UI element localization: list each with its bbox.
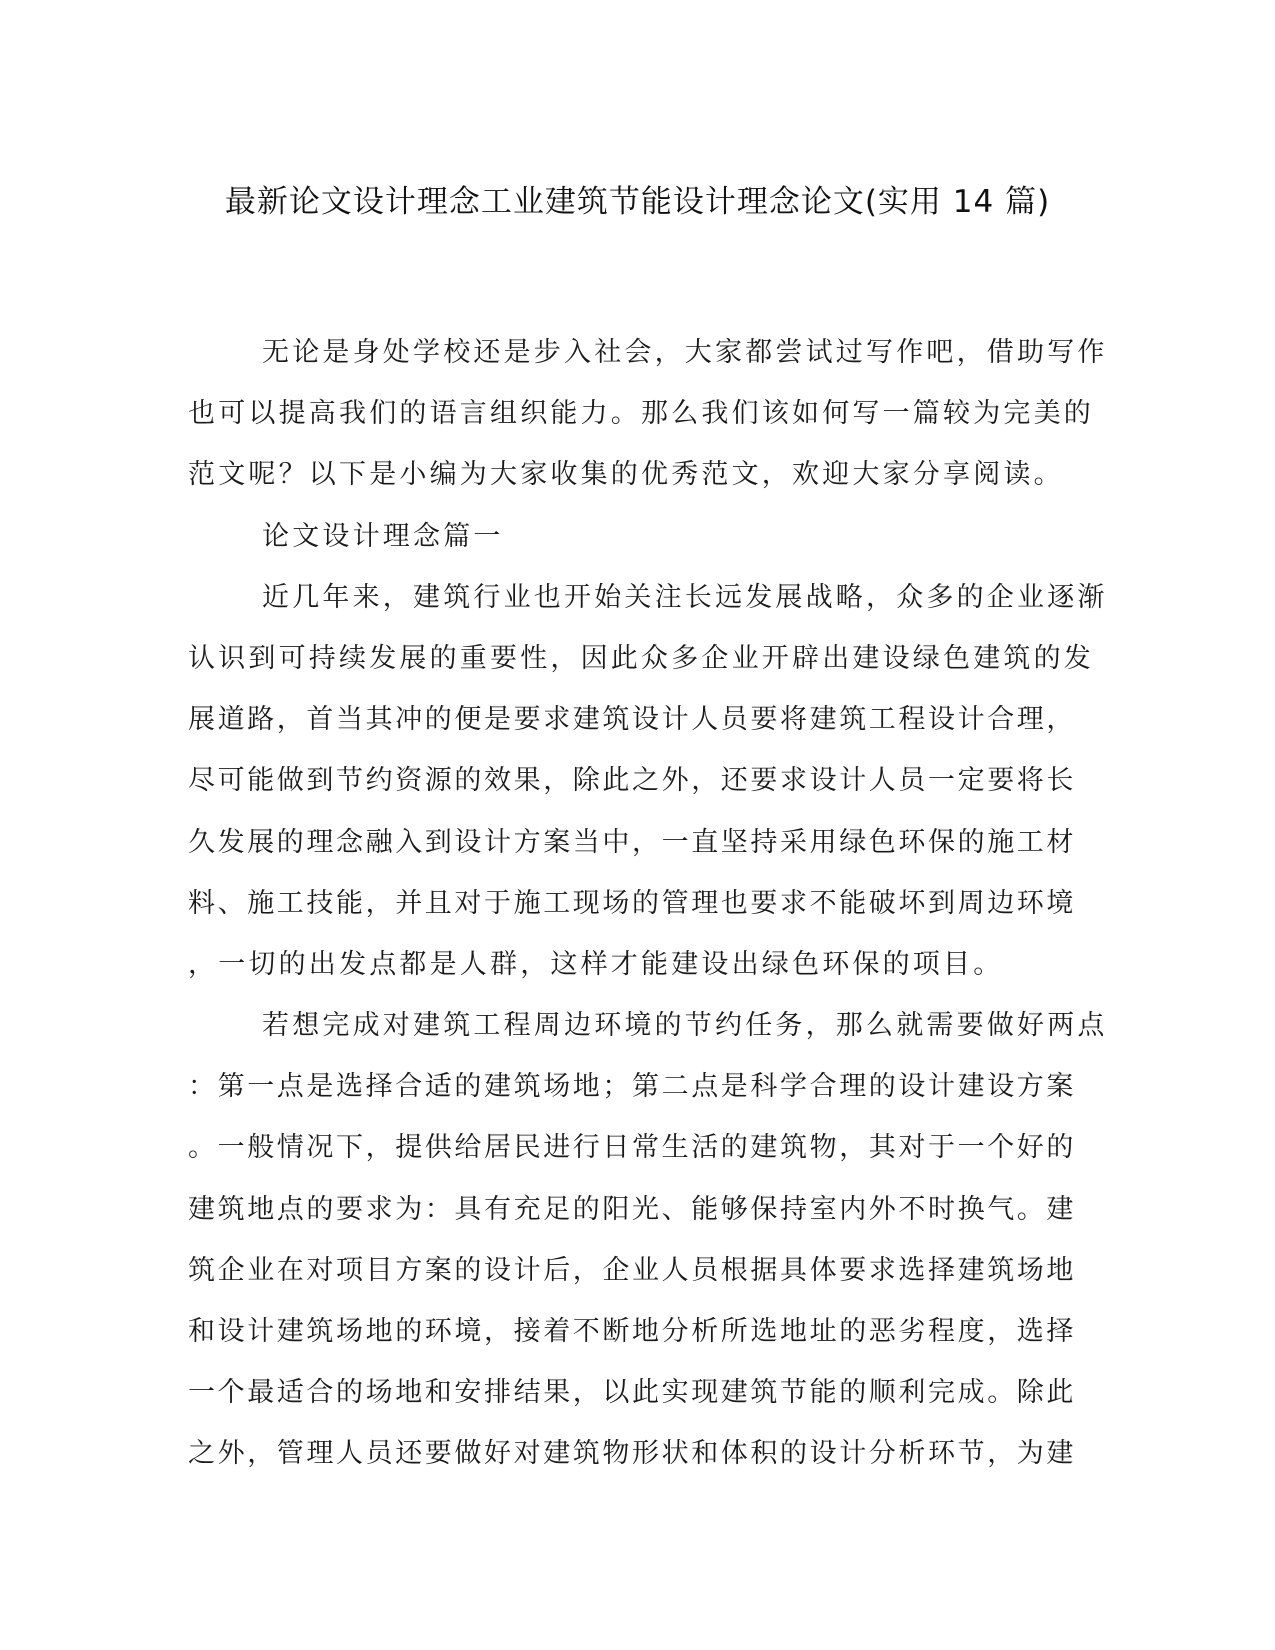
document-title: 最新论文设计理念工业建筑节能设计理念论文(实用 14 篇) bbox=[224, 184, 1051, 220]
section-heading: 论文设计理念篇一 bbox=[262, 520, 504, 552]
paragraph-line: 久发展的理念融入到设计方案当中，一直坚持采用绿色环保的施工材 bbox=[188, 826, 1076, 858]
paragraph-line: 。一般情况下，提供给居民进行日常生活的建筑物，其对于一个好的 bbox=[188, 1132, 1076, 1164]
paragraph-line: 筑企业在对项目方案的设计后，企业人员根据具体要求选择建筑场地 bbox=[188, 1254, 1076, 1286]
paragraph-line: 一个最适合的场地和安排结果，以此实现建筑节能的顺利完成。除此 bbox=[188, 1377, 1076, 1409]
paragraph-line: 之外，管理人员还要做好对建筑物形状和体积的设计分析环节，为建 bbox=[188, 1438, 1076, 1470]
paragraph-line: 和设计建筑场地的环境，接着不断地分析所选地址的恶劣程度，选择 bbox=[188, 1316, 1076, 1347]
document-body bbox=[188, 322, 1108, 1485]
paragraph-line: 无论是身处学校还是步入社会，大家都尝试过写作吧，借助写作 bbox=[262, 337, 1108, 368]
paragraph-line: ：第一点是选择合适的建筑场地；第二点是科学合理的设计建设方案 bbox=[188, 1071, 1076, 1103]
paragraph-line: 近几年来，建筑行业也开始关注长远发展战略，众多的企业逐渐 bbox=[262, 581, 1108, 613]
paragraph-line: 也可以提高我们的语言组织能力。那么我们该如何写一篇较为完美的 bbox=[188, 398, 1094, 430]
paragraph-line: 建筑地点的要求为：具有充足的阳光、能够保持室内外不时换气。建 bbox=[188, 1193, 1076, 1225]
paragraph-line: 认识到可持续发展的重要性，因此众多企业开辟出建设绿色建筑的发 bbox=[188, 642, 1094, 674]
paragraph-line: ，一切的出发点都是人群，这样才能建设出绿色环保的项目。 bbox=[188, 948, 1004, 980]
paragraph-line: 料、施工技能，并且对于施工现场的管理也要求不能破坏到周边环境 bbox=[188, 887, 1076, 919]
paragraph-line: 范文呢？以下是小编为大家收集的优秀范文，欢迎大家分享阅读。 bbox=[188, 459, 1064, 491]
paragraph-line: 尽可能做到节约资源的效果，除此之外，还要求设计人员一定要将长 bbox=[188, 765, 1076, 797]
paragraph-line: 若想完成对建筑工程周边环境的节约任务，那么就需要做好两点 bbox=[262, 1010, 1108, 1042]
paragraph-line: 展道路，首当其冲的便是要求建筑设计人员要将建筑工程设计合理， bbox=[188, 704, 1076, 736]
